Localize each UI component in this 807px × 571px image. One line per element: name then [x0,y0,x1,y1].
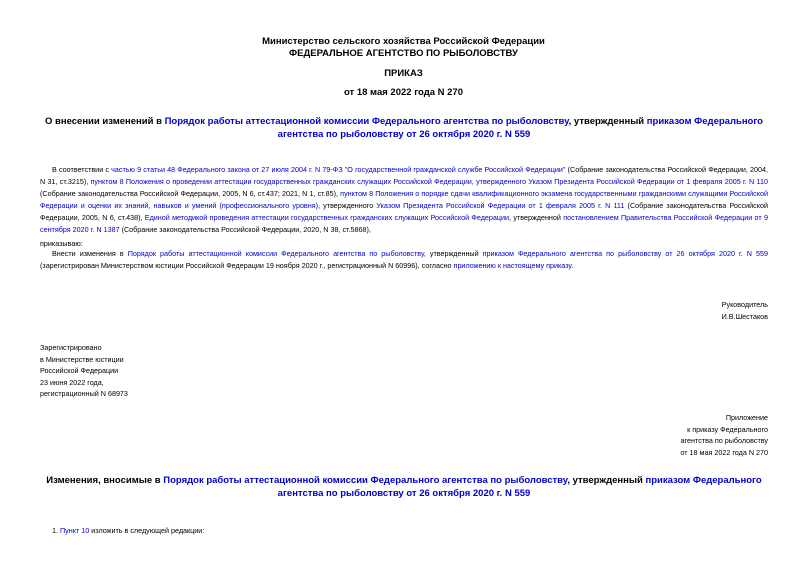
changes-title [40,474,768,500]
appendix-block [548,412,768,458]
appendix-line: агентства по рыболовству [680,436,768,445]
body-paragraph [40,248,768,272]
link-order-559[interactable]: приказом Федерального агентства по рыболовству от 26 октября 2020 г. N 559 [482,249,768,258]
link-appendix[interactable]: приложению к настоящему приказу [453,261,572,270]
preamble-paragraph [40,164,768,236]
registration-block [40,342,240,400]
item-1-text: изложить в следующей редакции: [89,526,205,535]
document-title [40,115,768,141]
changes-title-prefix: Изменения, вносимые в [46,475,164,486]
changes-title-link-procedure[interactable]: Порядок работы аттестационной комиссии Федерального агентства по рыболовству [163,475,568,486]
item-1-number: 1. [52,526,60,535]
order-word: приказываю: [40,239,83,248]
link-federal-law[interactable]: частью 9 статьи 48 Федерального закона от 27 июля 2004 г. N 79-ФЗ "О государственной гражданской службе Российской Федерации" [111,165,566,174]
title-prefix: О внесении изменений в [44,116,165,127]
preamble-text: , утвержденного [318,201,377,210]
preamble-text: , утвержденной [509,213,564,222]
changes-title-link-order[interactable]: приказом Федерального агентства по рыболовству от 26 октября 2020 г. N 559 [277,475,762,499]
ministry-name: Министерство сельского хозяйства Российской Федерации [262,36,545,47]
signature-name: И.В.Шестаков [721,311,768,321]
doc-date-number: от 18 мая 2022 года N 270 [343,87,464,98]
link-procedure[interactable]: Порядок работы аттестационной комиссии Федерального агентства по рыболовству [127,249,424,258]
link-attestation-regulation[interactable]: пунктом 8 Положения о проведении аттестации государственных гражданских служащих Российской Федерации, утвержденного Указом Президента Российской Федерации от 1 февраля 2005 г. N 110 [90,177,768,186]
appendix-line: от 18 мая 2022 года N 270 [680,447,768,457]
signature-block [568,299,768,322]
preamble-text: (Собрание законодательства Российской Федерации, 2005, N 6, ст.437; 2021, N 1, ст.85), [40,189,341,198]
item-1 [52,525,204,537]
registration-line: в Министерстве юстиции [40,354,124,364]
body-text: (зарегистрирован Министерством юстиции Российской Федерации 19 ноября 2020 г., регистрационный N 60996), согласно [40,261,454,270]
registration-line: Зарегистрировано [40,343,102,352]
appendix-line: к приказу Федерального [687,424,768,434]
preamble-text: (Собрание законодательства Российской Федерации, 2005, N 6, ст.438), [40,201,768,222]
title-link-procedure[interactable]: Порядок работы аттестационной комиссии Федерального агентства по рыболовству [164,116,569,127]
title-link-order[interactable]: приказом Федерального агентства по рыболовству от 26 октября 2020 г. N 559 [277,116,763,140]
preamble-text: (Собрание законодательства Российской Федерации, 2004, N 31, ст.3215), [40,165,768,186]
link-point-10[interactable]: Пункт 10 [60,526,90,535]
registration-line: регистрационный N 68973 [40,389,128,398]
link-exam-regulation[interactable]: пунктом 8 Положения о порядке сдачи квалификационного экзамена государственными гражданскими служащими Российской Федерации и оценки их знаний, навыков и умений (профессионального уровня) [40,189,768,210]
agency-name: ФЕДЕРАЛЬНОЕ АГЕНТСТВО ПО РЫБОЛОВСТВУ [289,48,518,59]
link-methodology[interactable]: Единой методикой проведения аттестации государственных гражданских служащих Российской Федерации [144,213,510,222]
registration-line: Российской Федерации [40,366,119,375]
link-government-resolution[interactable]: постановлением Правительства Российской Федерации от 9 сентября 2020 г. N 1387 [40,213,768,234]
title-middle: , утвержденный [568,116,647,127]
preamble-text: (Собрание законодательства Российской Федерации, 2020, N 38, ст.5868), [119,225,371,234]
doc-type: ПРИКАЗ [384,68,423,79]
registration-line: 23 июня 2022 года, [40,377,104,387]
changes-title-middle: , утвержденный [567,475,646,486]
body-text: Внести изменения в [52,249,128,258]
body-text: . [571,261,574,270]
signature-role: Руководитель [721,300,768,309]
appendix-line: Приложение [725,413,768,422]
preamble-text: В соответствии с [52,165,112,174]
link-president-decree[interactable]: Указом Президента Российской Федерации от 1 февраля 2005 г. N 111 [376,201,625,210]
body-text: , утвержденный [423,249,483,258]
